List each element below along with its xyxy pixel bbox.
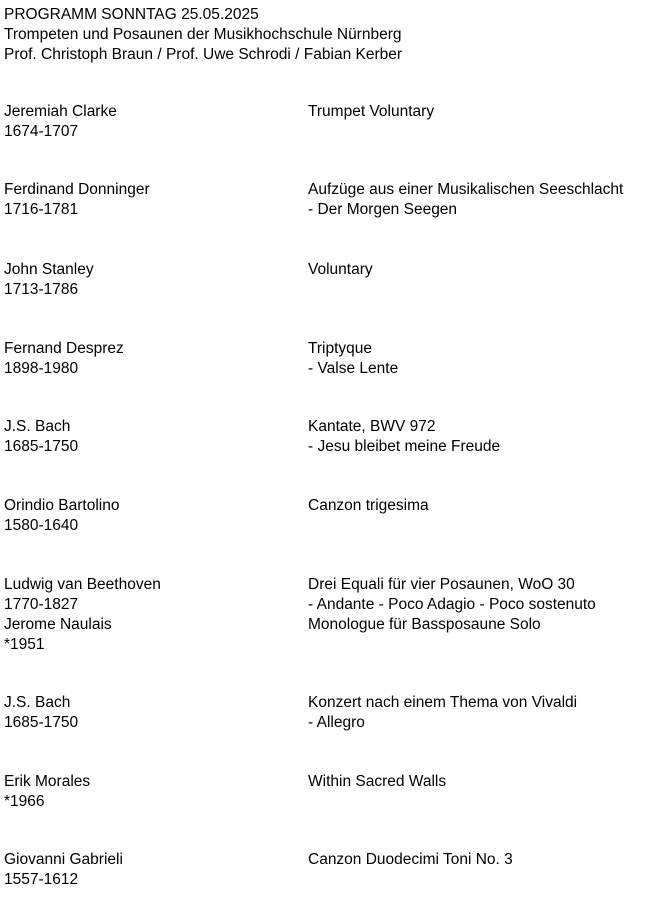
composer-name: Erik Morales bbox=[4, 773, 91, 790]
composer-dates: *1966 bbox=[4, 793, 45, 810]
composer-dates: 1580-1640 bbox=[4, 517, 79, 534]
work-title: Canzon Duodecimi Toni No. 3 bbox=[308, 851, 513, 868]
composer-name: Orindio Bartolino bbox=[4, 497, 120, 514]
work-block bbox=[308, 260, 657, 280]
composer-name: Fernand Desprez bbox=[4, 340, 124, 357]
composer-block bbox=[4, 772, 299, 812]
work-title: Kantate, BWV 972 bbox=[308, 418, 436, 435]
work-movement: - Der Morgen Seegen bbox=[308, 201, 458, 218]
work-block bbox=[308, 693, 657, 733]
program-title: PROGRAMM SONNTAG 25.05.2025 bbox=[4, 6, 259, 23]
work-movement: - Allegro bbox=[308, 714, 365, 731]
work-movement: - Valse Lente bbox=[308, 360, 399, 377]
work-title: Canzon trigesima bbox=[308, 497, 429, 514]
work-movement: - Jesu bleibet meine Freude bbox=[308, 438, 501, 455]
composer-dates: 1685-1750 bbox=[4, 714, 79, 731]
composer-dates: 1716-1781 bbox=[4, 201, 79, 218]
program-subtitle: Trompeten und Posaunen der Musikhochschule Nürnberg bbox=[4, 26, 402, 43]
composer-name: Jeremiah Clarke bbox=[4, 103, 117, 120]
composer-block bbox=[4, 339, 299, 379]
work-block bbox=[308, 102, 657, 122]
work-movement: - Andante - Poco Adagio - Poco sostenuto bbox=[308, 596, 596, 613]
composer-block bbox=[4, 693, 299, 733]
work-block bbox=[308, 417, 657, 457]
composer-block bbox=[4, 102, 299, 142]
composer-block bbox=[4, 180, 299, 220]
composer-block bbox=[4, 496, 299, 536]
work-title: Aufzüge aus einer Musikalischen Seeschlacht bbox=[308, 181, 624, 198]
composer-block bbox=[4, 417, 299, 457]
work-title: Konzert nach einem Thema von Vivaldi bbox=[308, 694, 578, 711]
work-block bbox=[308, 180, 657, 220]
composer-dates: 1770-1827 bbox=[4, 596, 79, 613]
composer-block bbox=[4, 850, 299, 890]
composer-name: Jerome Naulais bbox=[4, 616, 112, 633]
work-title: Monologue für Bassposaune Solo bbox=[308, 616, 541, 633]
work-title: Voluntary bbox=[308, 261, 373, 278]
program-performers: Prof. Christoph Braun / Prof. Uwe Schrodi / Fabian Kerber bbox=[4, 46, 403, 63]
composer-dates: 1557-1612 bbox=[4, 871, 79, 888]
work-block bbox=[308, 496, 657, 516]
composer-name: John Stanley bbox=[4, 261, 94, 278]
composer-dates: 1898-1980 bbox=[4, 360, 79, 377]
work-title: Trumpet Voluntary bbox=[308, 103, 435, 120]
work-block bbox=[308, 850, 657, 870]
composer-block bbox=[4, 260, 299, 300]
work-block bbox=[308, 772, 657, 792]
work-block bbox=[308, 575, 657, 635]
composer-block bbox=[4, 575, 299, 655]
composer-dates: 1713-1786 bbox=[4, 281, 79, 298]
work-title: Within Sacred Walls bbox=[308, 773, 447, 790]
composer-name: Ludwig van Beethoven bbox=[4, 576, 161, 593]
work-title: Drei Equali für vier Posaunen, WoO 30 bbox=[308, 576, 575, 593]
composer-name: J.S. Bach bbox=[4, 694, 71, 711]
work-block bbox=[308, 339, 657, 379]
composer-dates: *1951 bbox=[4, 636, 45, 653]
composer-dates: 1674-1707 bbox=[4, 123, 79, 140]
composer-name: Ferdinand Donninger bbox=[4, 181, 150, 198]
composer-name: J.S. Bach bbox=[4, 418, 71, 435]
composer-dates: 1685-1750 bbox=[4, 438, 79, 455]
work-title: Triptyque bbox=[308, 340, 373, 357]
composer-name: Giovanni Gabrieli bbox=[4, 851, 123, 868]
